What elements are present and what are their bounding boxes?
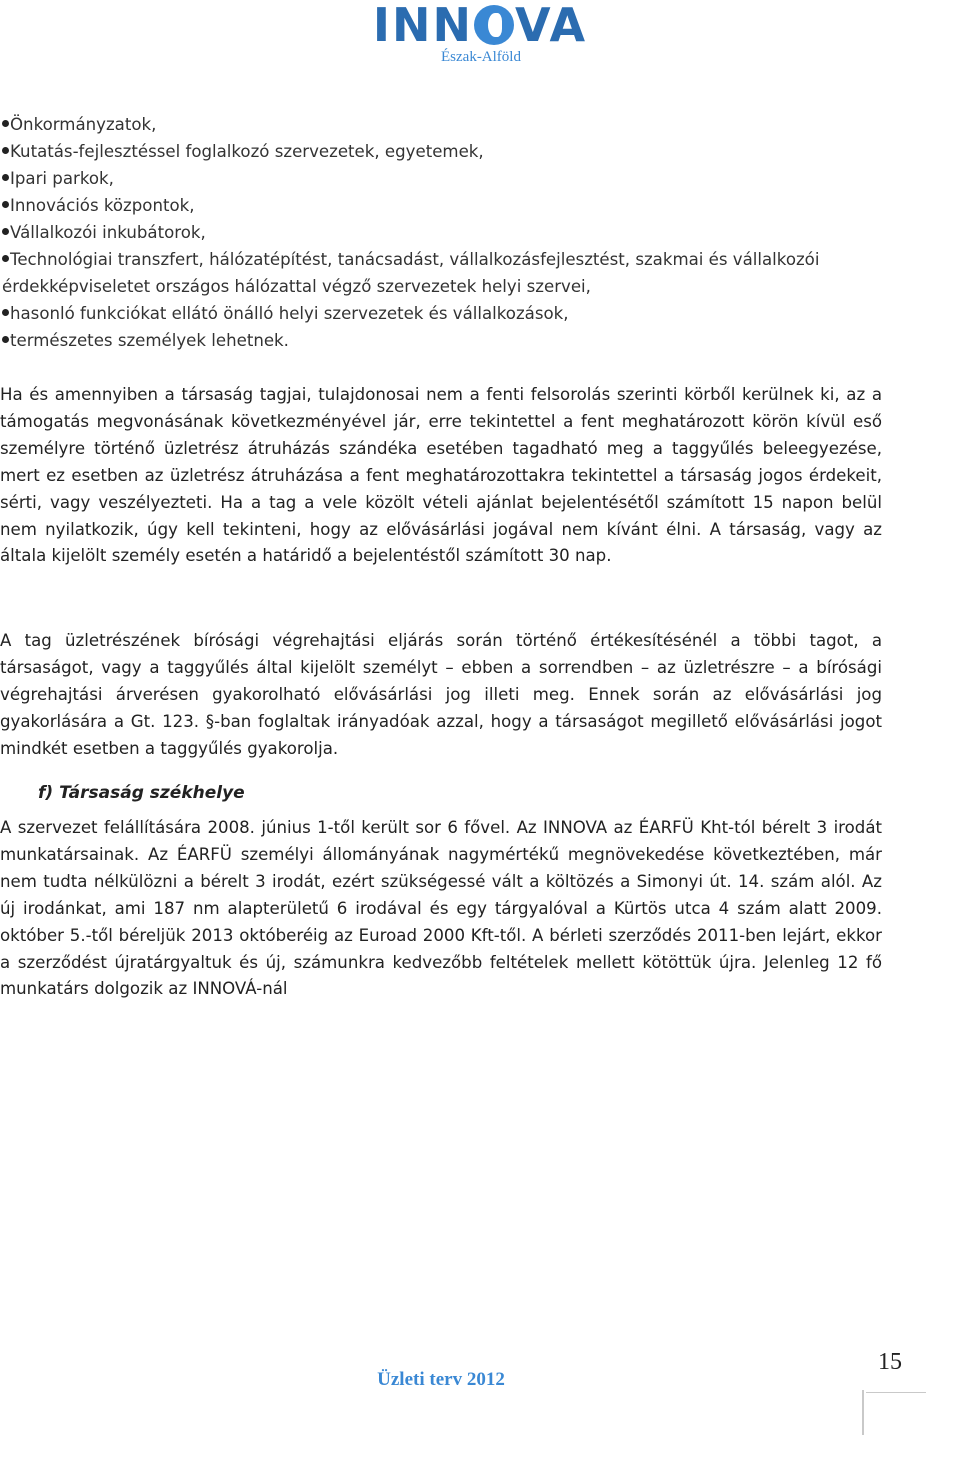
paragraph-preemption: A tag üzletrészének bírósági végrehajtási eljárás során történő értékesítésénél a többi tagot, a társaságot, vagy a taggyűlés által kijelölt személyt – ebben a sorrendben – az üzletrészre – a bírósági végrehajtási árverésen gyakorolható elővásárlási jog illeti meg. Ennek során az elővásárlási jog gyakorlására a Gt. 123. §-ban foglaltak irányadóak azzal, hogy a társaságot megillető elővásárlási jogot mindkét esetben a taggyűlés gyakorolja.	[0, 631, 882, 758]
list-item-text: Kutatás-fejlesztéssel foglalkozó szervezetek, egyetemek,	[10, 142, 484, 161]
bullet-icon	[2, 255, 9, 262]
innova-logo	[0, 2, 960, 66]
eligibility-list	[2, 111, 892, 354]
logo-text-end: VA	[515, 0, 588, 52]
page-number: 15	[878, 1349, 902, 1375]
footer-title: Üzleti terv 2012	[377, 1369, 505, 1390]
list-item-text: hasonló funkciókat ellátó önálló helyi szervezetek és vállalkozások,	[10, 304, 569, 323]
list-item	[2, 138, 892, 165]
list-item-text: Innovációs központok,	[10, 196, 195, 215]
paragraph-membership: Ha és amennyiben a társaság tagjai, tulajdonosai nem a fenti felsorolás szerinti körből kerülnek ki, az a támogatás megvonásának következményével jár, erre tekintettel a fent meghatározott körön kívül eső személyre történő üzletrész átruházás szándéka esetében tagadható meg a taggyűlés beleegyezése, mert ez esetben az üzletrész átruházása a fent meghatározottakra tekintettel a társaság jogos érdekeit, sérti, vagy veszélyezteti. Ha a tag a vele közölt vételi ajánlat bejelentésétől számított 15 napon belül nem nyilatkozik, úgy kell tekinteni, hogy az elővásárlási jogával nem kívánt élni. A társaság, vagy az általa kijelölt személy esetén a határidő a bejelentéstől számított 30 nap.	[0, 385, 882, 566]
list-item	[2, 219, 892, 246]
footer-divider	[862, 1390, 864, 1435]
bullet-icon	[2, 147, 9, 154]
list-item-text: Ipari parkok,	[10, 169, 114, 188]
logo-text-start: INN	[372, 0, 474, 52]
list-item-text: természetes személyek lehetnek.	[10, 331, 289, 350]
bullet-icon	[2, 120, 9, 127]
list-item	[2, 327, 892, 354]
section-heading: f) Társaság székhelye	[38, 783, 245, 803]
footer-divider	[866, 1392, 926, 1393]
list-item	[2, 300, 892, 327]
list-item-text: Önkormányzatok,	[10, 115, 157, 134]
bullet-icon	[2, 201, 9, 208]
list-item	[2, 111, 892, 138]
list-item-text: Vállalkozói inkubátorok,	[10, 223, 206, 242]
logo-face-icon	[474, 5, 514, 45]
list-item	[2, 192, 892, 219]
bullet-icon	[2, 309, 9, 316]
logo-subtitle: Észak-Alföld	[441, 49, 521, 65]
list-item	[2, 246, 892, 300]
bullet-icon	[2, 336, 9, 343]
logo-wordmark	[372, 0, 588, 52]
bullet-icon	[2, 174, 9, 181]
list-item	[2, 165, 892, 192]
bullet-icon	[2, 228, 9, 235]
section-body: A szervezet felállítására 2008. június 1-től került sor 6 fővel. Az INNOVA az ÉARFÜ Kht-tól bérelt 3 irodát munkatársainak. Az ÉARFÜ személyi állományának nagymértékű megnövekedése következtében, már nem tudta nélkülözni a bérelt 3 irodát, ezért szükségessé vált a költözés a Simonyi út. 14. szám alól. Az új irodánkat, ami 187 nm alapterületű 6 irodával és egy tárgyalóval a Kürtös utca 4 szám alatt 2009. október 5.-től béreljük 2013 októberéig az Euroad 2000 Kft-től. A bérleti szerződés 2011-ben lejárt, ekkor a szerződést újratárgyaltuk és új, számunkra kedvezőbb feltételek mellett kötöttük újra. Jelenleg 12 fő munkatárs dolgozik az INNOVÁ-nál	[0, 818, 882, 999]
list-item-text: Technológiai transzfert, hálózatépítést, tanácsadást, vállalkozásfejlesztést, szakmai és vállalkozói érdekképviseletet országos hálózattal végző szervezetek helyi szervei,	[2, 250, 820, 296]
